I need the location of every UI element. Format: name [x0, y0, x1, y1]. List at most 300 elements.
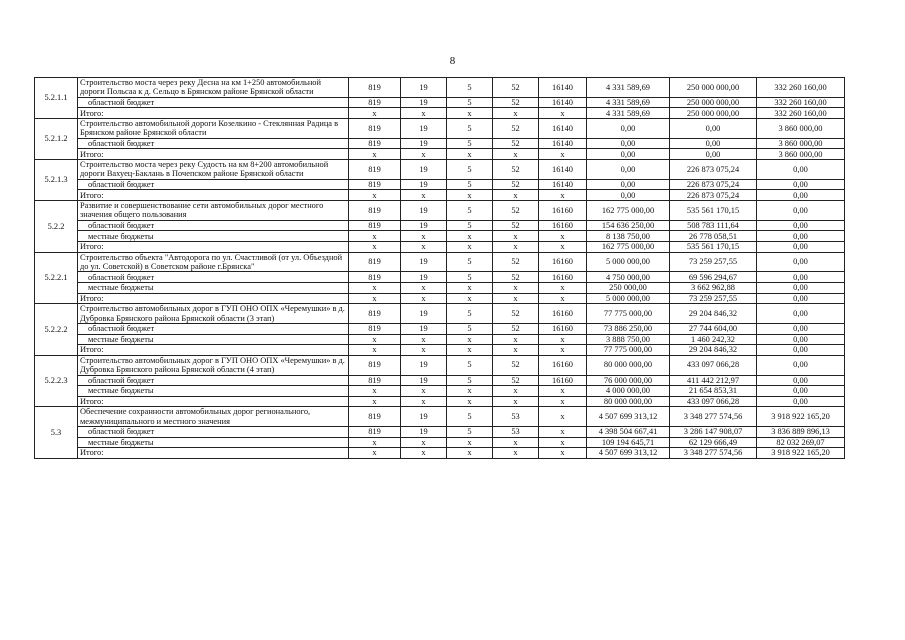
row-name: областной бюджет — [78, 97, 349, 108]
row-name: областной бюджет — [78, 138, 349, 149]
amount-v1: 109 194 645,71 — [587, 437, 670, 448]
amount-v3: 3 918 922 165,20 — [757, 448, 845, 459]
amount-v2: 0,00 — [670, 138, 757, 149]
amount-v3: 0,00 — [757, 355, 845, 375]
amount-v1: 4 507 699 313,12 — [587, 407, 670, 427]
table-row — [35, 231, 845, 242]
amount-v1: 4 750 000,00 — [587, 272, 670, 283]
classification-c1: 819 — [349, 160, 401, 180]
classification-c5: x — [539, 396, 587, 407]
amount-v3: 0,00 — [757, 201, 845, 221]
classification-c3: x — [447, 149, 493, 160]
table-row — [35, 324, 845, 335]
amount-v2: 226 873 075,24 — [670, 190, 757, 201]
classification-c4: x — [493, 345, 539, 356]
row-code: 5.2.1.3 — [35, 160, 78, 201]
table-row — [35, 149, 845, 160]
row-name: Итого: — [78, 190, 349, 201]
classification-c1: x — [349, 448, 401, 459]
classification-c2: x — [401, 334, 447, 345]
classification-c5: 16140 — [539, 138, 587, 149]
classification-c2: x — [401, 149, 447, 160]
amount-v1: 76 000 000,00 — [587, 375, 670, 386]
classification-c2: 19 — [401, 138, 447, 149]
classification-c3: x — [447, 437, 493, 448]
classification-c4: 52 — [493, 78, 539, 98]
classification-c1: 819 — [349, 427, 401, 438]
table-row — [35, 375, 845, 386]
classification-c5: x — [539, 283, 587, 294]
classification-c5: 16160 — [539, 201, 587, 221]
amount-v3: 0,00 — [757, 324, 845, 335]
row-name: Итого: — [78, 396, 349, 407]
table-row — [35, 427, 845, 438]
amount-v3: 0,00 — [757, 190, 845, 201]
classification-c2: x — [401, 293, 447, 304]
amount-v2: 3 348 277 574,56 — [670, 407, 757, 427]
classification-c5: x — [539, 149, 587, 160]
classification-c4: x — [493, 396, 539, 407]
budget-table — [34, 77, 845, 459]
row-name: местные бюджеты — [78, 231, 349, 242]
row-name: Строительство автомобильной дороги Козелкино - Стеклянная Радица в Брянском районе Брянской области — [78, 119, 349, 139]
classification-c4: x — [493, 149, 539, 160]
table-row — [35, 437, 845, 448]
classification-c5: 16140 — [539, 97, 587, 108]
classification-c2: 19 — [401, 407, 447, 427]
row-name: местные бюджеты — [78, 283, 349, 294]
amount-v1: 250 000,00 — [587, 283, 670, 294]
classification-c4: 52 — [493, 272, 539, 283]
amount-v3: 0,00 — [757, 242, 845, 253]
classification-c5: x — [539, 108, 587, 119]
classification-c2: x — [401, 345, 447, 356]
amount-v3: 3 836 889 896,13 — [757, 427, 845, 438]
table-row — [35, 160, 845, 180]
row-code: 5.2.2.1 — [35, 252, 78, 304]
table-row — [35, 119, 845, 139]
table-row — [35, 345, 845, 356]
classification-c5: x — [539, 242, 587, 253]
amount-v1: 0,00 — [587, 149, 670, 160]
amount-v1: 4 331 589,69 — [587, 108, 670, 119]
classification-c2: x — [401, 396, 447, 407]
classification-c3: 5 — [447, 201, 493, 221]
amount-v2: 3 662 962,88 — [670, 283, 757, 294]
amount-v3: 0,00 — [757, 375, 845, 386]
classification-c1: 819 — [349, 375, 401, 386]
amount-v2: 226 873 075,24 — [670, 160, 757, 180]
amount-v3: 0,00 — [757, 386, 845, 397]
table-row — [35, 396, 845, 407]
amount-v2: 535 561 170,15 — [670, 242, 757, 253]
classification-c1: x — [349, 242, 401, 253]
classification-c1: x — [349, 149, 401, 160]
amount-v1: 0,00 — [587, 160, 670, 180]
classification-c3: 5 — [447, 138, 493, 149]
row-name: Итого: — [78, 149, 349, 160]
classification-c3: 5 — [447, 119, 493, 139]
classification-c4: x — [493, 190, 539, 201]
classification-c3: x — [447, 386, 493, 397]
budget-table-body — [35, 78, 845, 459]
classification-c1: x — [349, 345, 401, 356]
table-row — [35, 355, 845, 375]
classification-c5: 16160 — [539, 304, 587, 324]
amount-v3: 0,00 — [757, 334, 845, 345]
amount-v3: 0,00 — [757, 252, 845, 272]
classification-c3: 5 — [447, 78, 493, 98]
classification-c2: x — [401, 283, 447, 294]
table-row — [35, 78, 845, 98]
table-row — [35, 220, 845, 231]
classification-c4: 52 — [493, 119, 539, 139]
amount-v2: 29 204 846,32 — [670, 304, 757, 324]
amount-v3: 0,00 — [757, 272, 845, 283]
classification-c2: 19 — [401, 78, 447, 98]
amount-v1: 4 507 699 313,12 — [587, 448, 670, 459]
classification-c5: x — [539, 448, 587, 459]
row-name: областной бюджет — [78, 272, 349, 283]
amount-v1: 0,00 — [587, 138, 670, 149]
row-name: Строительство автомобильных дорог в ГУП ОНО ОПХ «Черемушки» в д. Дубровка Брянского района Брянской области (4 этап) — [78, 355, 349, 375]
amount-v3: 3 860 000,00 — [757, 138, 845, 149]
classification-c4: 52 — [493, 220, 539, 231]
table-row — [35, 283, 845, 294]
classification-c1: 819 — [349, 355, 401, 375]
row-name: Итого: — [78, 108, 349, 119]
row-name: областной бюджет — [78, 427, 349, 438]
classification-c4: x — [493, 242, 539, 253]
row-name: Итого: — [78, 293, 349, 304]
classification-c1: 819 — [349, 97, 401, 108]
amount-v2: 69 596 294,67 — [670, 272, 757, 283]
classification-c5: x — [539, 427, 587, 438]
classification-c2: 19 — [401, 97, 447, 108]
classification-c2: 19 — [401, 179, 447, 190]
table-row — [35, 97, 845, 108]
row-name: Строительство объекта "Автодорога по ул. Счастливой (от ул. Объездной до ул. Советской) в Советском районе г.Брянска" — [78, 252, 349, 272]
amount-v1: 5 000 000,00 — [587, 252, 670, 272]
table-row — [35, 138, 845, 149]
row-name: местные бюджеты — [78, 437, 349, 448]
classification-c3: 5 — [447, 355, 493, 375]
amount-v2: 535 561 170,15 — [670, 201, 757, 221]
amount-v1: 162 775 000,00 — [587, 242, 670, 253]
classification-c3: x — [447, 108, 493, 119]
amount-v2: 0,00 — [670, 149, 757, 160]
classification-c3: x — [447, 293, 493, 304]
classification-c1: 819 — [349, 201, 401, 221]
classification-c2: 19 — [401, 304, 447, 324]
amount-v1: 5 000 000,00 — [587, 293, 670, 304]
row-code: 5.2.2 — [35, 201, 78, 253]
classification-c1: 819 — [349, 119, 401, 139]
amount-v2: 3 348 277 574,56 — [670, 448, 757, 459]
table-row — [35, 386, 845, 397]
classification-c5: x — [539, 386, 587, 397]
classification-c1: x — [349, 190, 401, 201]
amount-v1: 8 138 750,00 — [587, 231, 670, 242]
amount-v1: 80 000 000,00 — [587, 396, 670, 407]
amount-v3: 332 260 160,00 — [757, 108, 845, 119]
row-name: Строительство моста через реку Десна на км 1+250 автомобильной дороги Польсаа к д. Сельцо в Брянском районе Брянской области — [78, 78, 349, 98]
amount-v3: 3 860 000,00 — [757, 119, 845, 139]
classification-c5: 16140 — [539, 119, 587, 139]
amount-v1: 4 000 000,00 — [587, 386, 670, 397]
classification-c2: 19 — [401, 355, 447, 375]
table-row — [35, 252, 845, 272]
amount-v3: 0,00 — [757, 293, 845, 304]
classification-c1: 819 — [349, 324, 401, 335]
amount-v2: 62 129 666,49 — [670, 437, 757, 448]
classification-c4: 52 — [493, 252, 539, 272]
classification-c3: x — [447, 231, 493, 242]
classification-c5: x — [539, 345, 587, 356]
amount-v1: 162 775 000,00 — [587, 201, 670, 221]
classification-c3: 5 — [447, 304, 493, 324]
amount-v2: 73 259 257,55 — [670, 252, 757, 272]
classification-c2: x — [401, 242, 447, 253]
table-row — [35, 190, 845, 201]
amount-v1: 0,00 — [587, 190, 670, 201]
classification-c2: 19 — [401, 375, 447, 386]
table-row — [35, 179, 845, 190]
classification-c1: x — [349, 231, 401, 242]
row-code: 5.2.2.3 — [35, 355, 78, 407]
classification-c1: 819 — [349, 407, 401, 427]
amount-v3: 332 260 160,00 — [757, 78, 845, 98]
amount-v3: 0,00 — [757, 304, 845, 324]
amount-v3: 3 918 922 165,20 — [757, 407, 845, 427]
classification-c2: x — [401, 190, 447, 201]
classification-c4: x — [493, 334, 539, 345]
amount-v1: 77 775 000,00 — [587, 345, 670, 356]
amount-v2: 29 204 846,32 — [670, 345, 757, 356]
classification-c1: x — [349, 437, 401, 448]
amount-v1: 154 636 250,00 — [587, 220, 670, 231]
classification-c2: 19 — [401, 201, 447, 221]
row-name: Строительство моста через реку Судость на км 8+200 автомобильной дороги Вахуец-Баклань в Почепском районе Брянской области — [78, 160, 349, 180]
classification-c1: x — [349, 108, 401, 119]
classification-c2: x — [401, 231, 447, 242]
row-name: областной бюджет — [78, 179, 349, 190]
classification-c4: 52 — [493, 375, 539, 386]
row-name: Итого: — [78, 242, 349, 253]
classification-c3: x — [447, 242, 493, 253]
classification-c1: x — [349, 396, 401, 407]
classification-c2: x — [401, 437, 447, 448]
row-name: Развитие и совершенствование сети автомобильных дорог местного значения общего пользования — [78, 201, 349, 221]
classification-c3: 5 — [447, 179, 493, 190]
classification-c2: 19 — [401, 119, 447, 139]
classification-c5: 16160 — [539, 252, 587, 272]
classification-c3: 5 — [447, 220, 493, 231]
table-row — [35, 293, 845, 304]
classification-c3: 5 — [447, 375, 493, 386]
classification-c5: x — [539, 334, 587, 345]
amount-v3: 0,00 — [757, 160, 845, 180]
classification-c4: 52 — [493, 324, 539, 335]
classification-c3: x — [447, 396, 493, 407]
classification-c3: 5 — [447, 252, 493, 272]
classification-c2: 19 — [401, 272, 447, 283]
classification-c1: 819 — [349, 272, 401, 283]
amount-v2: 433 097 066,28 — [670, 396, 757, 407]
classification-c3: 5 — [447, 160, 493, 180]
classification-c1: 819 — [349, 138, 401, 149]
amount-v1: 4 331 589,69 — [587, 97, 670, 108]
table-row — [35, 272, 845, 283]
classification-c5: 16160 — [539, 220, 587, 231]
amount-v2: 508 783 111,64 — [670, 220, 757, 231]
amount-v3: 82 032 269,07 — [757, 437, 845, 448]
classification-c1: 819 — [349, 179, 401, 190]
page-number: 8 — [449, 55, 456, 67]
amount-v3: 0,00 — [757, 220, 845, 231]
amount-v2: 1 460 242,32 — [670, 334, 757, 345]
classification-c5: 16160 — [539, 324, 587, 335]
amount-v1: 3 888 750,00 — [587, 334, 670, 345]
classification-c2: 19 — [401, 252, 447, 272]
row-name: Обеспечение сохранности автомобильных дорог регионального, межмуниципального и местного значения — [78, 407, 349, 427]
classification-c4: x — [493, 448, 539, 459]
classification-c2: 19 — [401, 427, 447, 438]
amount-v1: 77 775 000,00 — [587, 304, 670, 324]
classification-c4: x — [493, 231, 539, 242]
classification-c5: 16140 — [539, 160, 587, 180]
amount-v3: 3 860 000,00 — [757, 149, 845, 160]
classification-c1: 819 — [349, 220, 401, 231]
classification-c5: x — [539, 437, 587, 448]
classification-c3: x — [447, 448, 493, 459]
classification-c1: x — [349, 334, 401, 345]
classification-c4: 52 — [493, 138, 539, 149]
classification-c5: 16140 — [539, 78, 587, 98]
classification-c2: 19 — [401, 220, 447, 231]
classification-c3: 5 — [447, 97, 493, 108]
classification-c3: 5 — [447, 407, 493, 427]
classification-c3: 5 — [447, 272, 493, 283]
amount-v2: 27 744 604,00 — [670, 324, 757, 335]
classification-c2: x — [401, 386, 447, 397]
classification-c5: x — [539, 407, 587, 427]
classification-c1: x — [349, 283, 401, 294]
table-row — [35, 407, 845, 427]
classification-c4: 52 — [493, 160, 539, 180]
classification-c2: x — [401, 448, 447, 459]
row-code: 5.3 — [35, 407, 78, 459]
classification-c5: 16160 — [539, 355, 587, 375]
classification-c4: x — [493, 386, 539, 397]
table-row — [35, 304, 845, 324]
classification-c5: 16140 — [539, 179, 587, 190]
amount-v2: 3 286 147 908,07 — [670, 427, 757, 438]
row-name: Строительство автомобильных дорог в ГУП ОНО ОПХ «Черемушки» в д. Дубровка Брянского района Брянской области (3 этап) — [78, 304, 349, 324]
row-name: областной бюджет — [78, 375, 349, 386]
amount-v2: 73 259 257,55 — [670, 293, 757, 304]
classification-c1: 819 — [349, 304, 401, 324]
classification-c5: x — [539, 293, 587, 304]
row-code: 5.2.2.2 — [35, 304, 78, 356]
classification-c4: 52 — [493, 179, 539, 190]
classification-c3: 5 — [447, 324, 493, 335]
classification-c4: 52 — [493, 97, 539, 108]
classification-c1: x — [349, 386, 401, 397]
classification-c5: x — [539, 231, 587, 242]
table-row — [35, 242, 845, 253]
row-name: Итого: — [78, 448, 349, 459]
amount-v1: 0,00 — [587, 179, 670, 190]
row-name: местные бюджеты — [78, 386, 349, 397]
classification-c5: 16160 — [539, 272, 587, 283]
row-code: 5.2.1.2 — [35, 119, 78, 160]
classification-c3: x — [447, 190, 493, 201]
classification-c2: 19 — [401, 160, 447, 180]
amount-v3: 0,00 — [757, 179, 845, 190]
classification-c4: 53 — [493, 427, 539, 438]
amount-v2: 26 778 058,51 — [670, 231, 757, 242]
classification-c3: x — [447, 345, 493, 356]
amount-v3: 0,00 — [757, 396, 845, 407]
amount-v2: 250 000 000,00 — [670, 97, 757, 108]
classification-c4: x — [493, 283, 539, 294]
amount-v1: 4 331 589,69 — [587, 78, 670, 98]
amount-v1: 80 000 000,00 — [587, 355, 670, 375]
amount-v2: 250 000 000,00 — [670, 108, 757, 119]
table-row — [35, 334, 845, 345]
amount-v2: 411 442 212,97 — [670, 375, 757, 386]
row-name: областной бюджет — [78, 220, 349, 231]
amount-v1: 0,00 — [587, 119, 670, 139]
amount-v3: 0,00 — [757, 283, 845, 294]
amount-v2: 250 000 000,00 — [670, 78, 757, 98]
table-row — [35, 108, 845, 119]
amount-v1: 4 398 504 667,41 — [587, 427, 670, 438]
amount-v2: 226 873 075,24 — [670, 179, 757, 190]
classification-c1: x — [349, 293, 401, 304]
classification-c3: x — [447, 283, 493, 294]
classification-c5: x — [539, 190, 587, 201]
classification-c3: x — [447, 334, 493, 345]
classification-c4: x — [493, 437, 539, 448]
classification-c3: 5 — [447, 427, 493, 438]
amount-v1: 73 886 250,00 — [587, 324, 670, 335]
table-row — [35, 448, 845, 459]
classification-c4: 52 — [493, 355, 539, 375]
row-name: Итого: — [78, 345, 349, 356]
amount-v2: 0,00 — [670, 119, 757, 139]
amount-v3: 0,00 — [757, 231, 845, 242]
amount-v3: 0,00 — [757, 345, 845, 356]
classification-c4: 52 — [493, 201, 539, 221]
row-name: местные бюджеты — [78, 334, 349, 345]
amount-v2: 433 097 066,28 — [670, 355, 757, 375]
classification-c4: 52 — [493, 304, 539, 324]
row-name: областной бюджет — [78, 324, 349, 335]
classification-c1: 819 — [349, 78, 401, 98]
classification-c1: 819 — [349, 252, 401, 272]
classification-c2: x — [401, 108, 447, 119]
classification-c2: 19 — [401, 324, 447, 335]
classification-c5: 16160 — [539, 375, 587, 386]
table-row — [35, 201, 845, 221]
row-code: 5.2.1.1 — [35, 78, 78, 119]
classification-c4: x — [493, 108, 539, 119]
classification-c4: x — [493, 293, 539, 304]
classification-c4: 53 — [493, 407, 539, 427]
amount-v2: 21 654 853,31 — [670, 386, 757, 397]
